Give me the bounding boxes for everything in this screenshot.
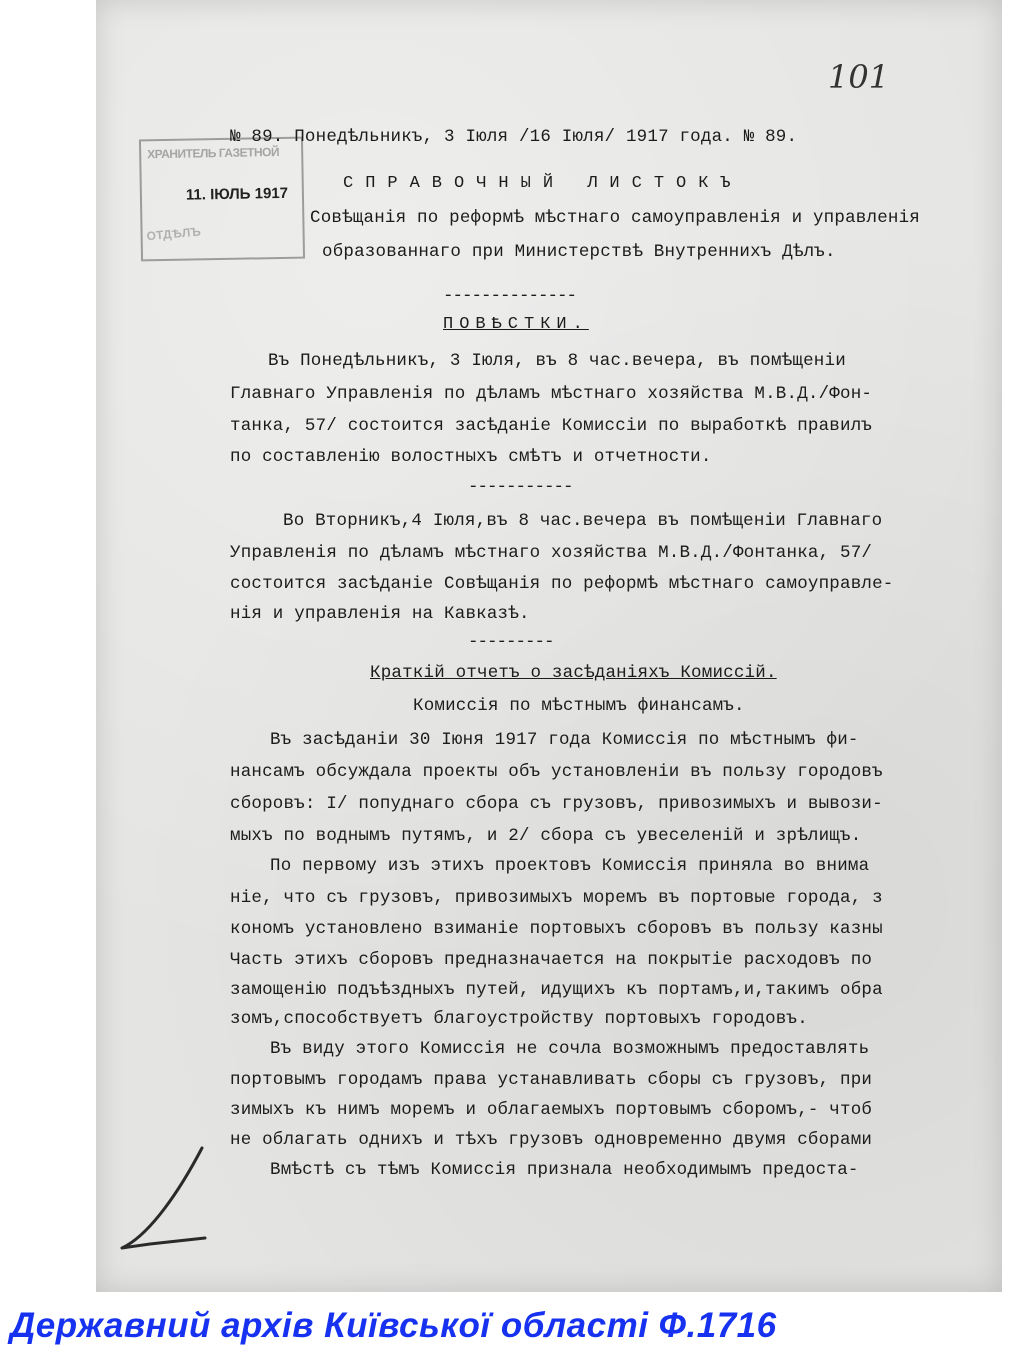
agenda-item1-line: танка, 57/ состоится засѣданіе Комиссіи по выработкѣ правилъ <box>230 416 873 436</box>
report-para2-line: замощенію подъѣздныхъ путей, идущихъ къ портамъ,и,такимъ обра <box>230 980 883 1000</box>
stamp-line-1: ХРАНИТЕЛЬ ГАЗЕТНОЙ <box>147 144 280 162</box>
report-heading: Краткій отчетъ о засѣданіяхъ Комиссій. <box>370 663 777 683</box>
subtitle-line-1: Совѣщанія по реформѣ мѣстнаго самоуправленія и управленія <box>310 208 920 228</box>
agenda-item2-line: состоится засѣданіе Совѣщанія по реформѣ мѣстнаго самоуправле- <box>230 574 894 594</box>
issue-line: № 89. Понедѣльникъ, 3 Іюля /16 Іюля/ 1917 года. № 89. <box>230 127 798 147</box>
handwritten-slash-mark <box>110 1140 220 1260</box>
report-para3-line: не облагать однихъ и тѣхъ грузовъ одновременно двумя сборами <box>230 1130 873 1150</box>
separator: ----------- <box>468 477 573 497</box>
report-para2-line: По первому изъ этихъ проектовъ Комиссія приняла во внима <box>270 856 870 876</box>
report-para3-line: портовымъ городамъ права устанавливать сборы съ грузовъ, при <box>230 1070 873 1090</box>
separator: -------------- <box>443 286 577 306</box>
report-para3-line: Въ виду этого Комиссія не сочла возможнымъ предоставлять <box>270 1039 870 1059</box>
report-para2-line: кономъ установлено взиманіе портовыхъ сборовъ въ пользу казны <box>230 919 883 939</box>
report-para1-line: мыхъ по воднымъ путямъ, и 2/ сбора съ увеселеній и зрѣлищъ. <box>230 826 862 846</box>
archive-stamp <box>139 137 305 262</box>
archive-caption: Державний архів Київської області Ф.1716 <box>10 1306 777 1345</box>
report-para2-line: зомъ,способствуетъ благоустройству портовыхъ городовъ. <box>230 1009 808 1029</box>
agenda-item1-line: по составленію волостныхъ смѣтъ и отчетности. <box>230 447 712 467</box>
report-para4-line: Вмѣстѣ съ тѣмъ Комиссія признала необходимымъ предоста- <box>270 1160 859 1180</box>
document-title: СПРАВОЧНЫЙ ЛИСТОКЪ <box>343 174 743 193</box>
report-subheading: Комиссія по мѣстнымъ финансамъ. <box>413 696 745 716</box>
agenda-item1-line: Въ Понедѣльникъ, 3 Іюля, въ 8 час.вечера, въ помѣщеніи <box>268 351 846 371</box>
agenda-item2-line: нія и управленія на Кавказѣ. <box>230 604 530 624</box>
report-para2-line: ніе, что съ грузовъ, привозимыхъ моремъ въ портовые города, з <box>230 888 883 908</box>
subtitle-line-2: образованнаго при Министерствѣ Внутреннихъ Дѣлъ. <box>322 242 836 262</box>
handwritten-folio-number: 101 <box>828 58 890 96</box>
separator: --------- <box>468 632 554 652</box>
agenda-item2-line: Управленія по дѣламъ мѣстнаго хозяйства М.В.Д./Фонтанка, 57/ <box>230 543 873 563</box>
agenda-heading: ПОВѢСТКИ. <box>443 315 589 334</box>
report-para1-line: Въ засѣданіи 30 Іюня 1917 года Комиссія по мѣстнымъ фи- <box>270 730 859 750</box>
report-para2-line: Часть этихъ сборовъ предназначается на покрытіе расходовъ по <box>230 950 873 970</box>
agenda-item2-line: Во Вторникъ,4 Іюля,въ 8 час.вечера въ помѣщеніи Главнаго <box>283 511 883 531</box>
report-para1-line: сборовъ: I/ попуднаго сбора съ грузовъ, привозимыхъ и вывози- <box>230 794 883 814</box>
stamp-line-3: ОТДѢЛЪ <box>146 224 202 244</box>
stamp-date: 11. ІЮЛЬ 1917 <box>185 184 289 204</box>
report-para3-line: зимыхъ къ нимъ моремъ и облагаемыхъ портовымъ сборомъ,- чтоб <box>230 1100 873 1120</box>
agenda-item1-line: Главнаго Управленія по дѣламъ мѣстнаго хозяйства М.В.Д./Фон- <box>230 384 873 404</box>
report-para1-line: нансамъ обсуждала проекты объ установленіи въ пользу городовъ <box>230 762 883 782</box>
